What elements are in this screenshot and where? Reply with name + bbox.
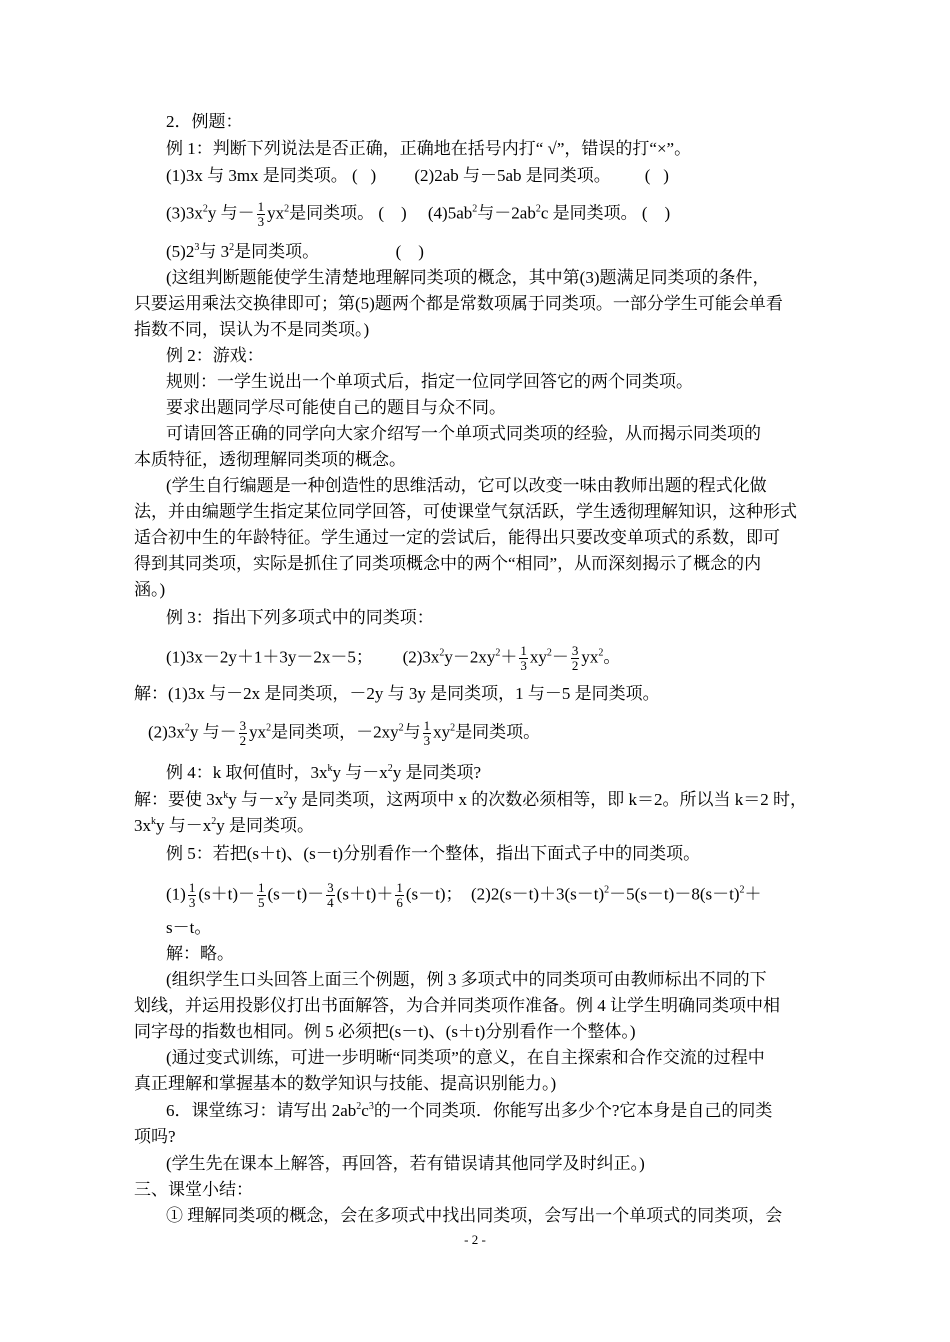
example-4-solution: $3x^ky$ 与$-x^2y$ 是同类项。 [134,816,314,835]
note-paragraph-2: (学生自行编题是一种创造性的思维活动，它可以改变一味由教师出题的程式化做 [166,476,767,495]
example-2-rule: 规则：一学生说出一个单项式后，指定一位同学回答它的两个同类项。 [166,372,693,391]
note-paragraph-3: (组织学生口头回答上面三个例题，例 3 多项式中的同类项可由教师标出不同的下 [166,970,767,989]
fraction: $\frac{3}{4}$ [327,880,334,910]
example-3-solution-2: $(2)3x^2y$ 与－ $\frac{3}{2}$ $yx^2$是同类项，$-2xy^2$与 $\frac{1}{3}$ $xy^2$是同类项。 [148,718,541,748]
note-paragraph-1: 只要运用乘法交换律即可；第(5)题两个都是常数项属于同类项。一部分学生可能会单看 [134,294,783,313]
note-paragraph-1: (这组判断题能使学生清楚地理解同类项的概念，其中第(3)题满足同类项的条件， [166,268,770,287]
example-1-items-3-4: $(3)3x^2y$ 与－ $\frac{1}{3}$ $yx^2$是同类项。 ( ) $(4)5ab^2$与$-2ab^2c$ 是同类项。 ( ) [166,199,671,229]
note-paragraph-3: 划线，并运用投影仪打出书面解答，为合并同类项作准备。例 4 让学生明确同类项中相 [134,996,780,1015]
example-2-text: 可请回答正确的同学向大家介绍写一个单项式同类项的经验，从而揭示同类项的 [166,424,761,443]
example-4-solution: 解：要使 $3x^ky$ 与$-x^2y$ 是同类项，这两项中 x 的次数必须相等，即 k＝2。所以当 k＝2 时， [134,790,807,809]
note-paragraph-4: 真正理解和掌握基本的数学知识与技能、提高识别能力。) [134,1074,557,1093]
example-4-prompt: 例 4：k 取何值时，$3x^ky$ 与$-x^2y$ 是同类项? [166,763,482,782]
example-5-expression: s－t。 [166,918,212,937]
fraction: $\frac{1}{3}$ [188,880,196,910]
summary-heading: 三、课堂小结： [134,1180,253,1199]
example-3-polynomials: (1)3x－2y＋1＋3y－2x－5； $(2)3x^2y-2xy^2+$ $\frac{1}{3}$ $xy^2-$ $\frac{3}{2}$ $yx^2$。 [166,643,621,673]
example-2-text: 本质特征，透彻理解同类项的概念。 [134,450,406,469]
example-3-solution-1: 解：(1)3x 与－2x 是同类项，－2y 与 3y 是同类项，1 与－5 是同类项。 [134,684,660,703]
fraction: $\frac{1}{3}$ [423,718,431,748]
note-paragraph-1: 指数不同，误认为不是同类项。) [134,320,370,339]
fraction: $\frac{3}{2}$ [239,718,247,748]
example-1-prompt: 例 1：判断下列说法是否正确，正确地在括号内打“ √”，错误的打“×”。 [166,139,692,158]
note-paragraph-2: 法，并由编题学生指定某位同学回答，可使课堂气氛活跃，学生透彻理解知识，这种形式 [134,502,797,521]
exercise-note: (学生先在课本上解答，再回答，若有错误请其他同学及时纠正。) [166,1154,645,1173]
example-5-solution: 解：略。 [166,944,234,963]
fraction: $\frac{1}{3}$ [257,199,265,229]
class-exercise: 6．课堂练习：请写出 $2ab^2c^3$的一个同类项．你能写出多少个?它本身是自己的同类 [166,1101,773,1120]
fraction: $\frac{1}{5}$ [258,880,265,910]
fraction: $\frac{3}{2}$ [571,643,579,673]
note-paragraph-2: 得到其同类项，实际是抓住了同类项概念中的两个“相同”，从而深刻揭示了概念的内 [134,554,762,573]
section-heading: 2．例题： [166,112,243,131]
note-paragraph-4: (通过变式训练，可进一步明晰“同类项”的意义，在自主探索和合作交流的过程中 [166,1048,765,1067]
note-paragraph-2: 适合初中生的年龄特征。学生通过一定的尝试后，能得出只要改变单项式的系数，即可 [134,528,780,547]
example-5-prompt: 例 5：若把(s＋t)、(s－t)分别看作一个整体，指出下面式子中的同类项。 [166,844,701,863]
example-5-expression: (1) $\frac{1}{3}$ (s＋t)－ $\frac{1}{5}$ (s－t)－ $\frac{3}{4}$ (s＋t)＋ $\frac{1}{6}$ (s－t)； $(2)2(s-t)+3(s-t)^2-5(s-t)-8(s-t)^2+$ [166,880,762,910]
fraction: $\frac{1}{3}$ [520,643,527,673]
example-2-requirement: 要求出题同学尽可能使自己的题目与众不同。 [166,398,506,417]
fraction: $\frac{1}{6}$ [396,880,403,910]
example-1-item-5: $(5)2^3$与 $3^2$是同类项。 ( ) [166,242,424,261]
note-paragraph-2: 涵。) [134,580,166,599]
page-number: - 2 - [464,1232,486,1247]
class-exercise: 项吗? [134,1127,176,1146]
note-paragraph-3: 同字母的指数也相同。例 5 必须把(s－t)、(s＋t)分别看作一个整体。) [134,1022,636,1041]
example-1-items-1-2: (1)3x 与 3mx 是同类项。 ( ) (2)2ab 与－5ab 是同类项。 ( ) [166,166,669,185]
example-2-heading: 例 2：游戏： [166,346,264,365]
example-3-prompt: 例 3：指出下列多项式中的同类项： [166,608,434,627]
summary-item-1: ① 理解同类项的概念，会在多项式中找出同类项，会写出一个单项式的同类项，会 [166,1206,783,1225]
